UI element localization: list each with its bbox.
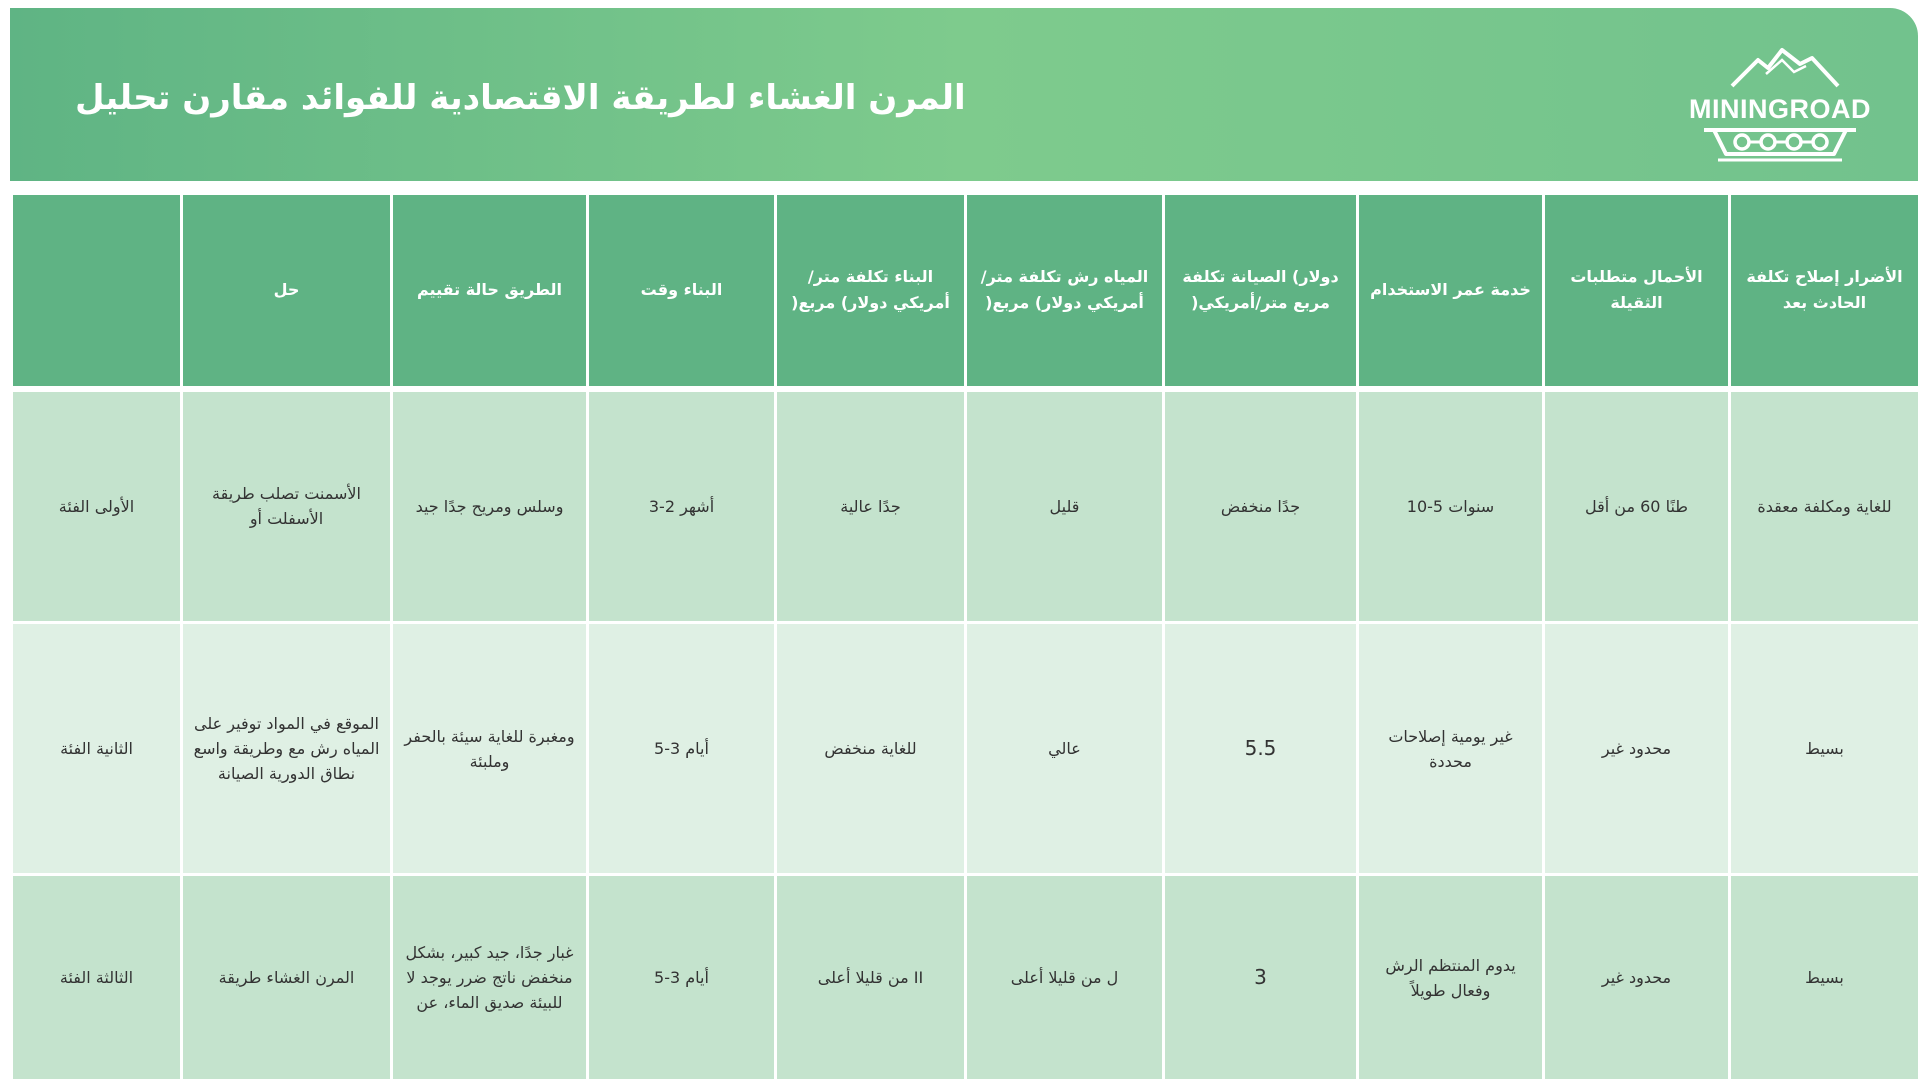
row-category-label: الأولى الفئة [12, 389, 182, 623]
table-cell: وسلس ومريح جدًا جيد [392, 389, 588, 623]
table-cell: أيام 3-5 [588, 623, 776, 875]
table-cell: 3 [1164, 875, 1358, 1079]
table-cell: غبار جدًا، جيد كبير، بشكل منخفض ناتج ضرر يوجد لا للبيئة صديق الماء، عن [392, 875, 588, 1079]
miningroad-logo [1670, 46, 1890, 166]
table-cell: بسيط [1730, 623, 1920, 875]
table-cell: سنوات 5-10 [1358, 389, 1544, 623]
table-cell: جدًا منخفض [1164, 389, 1358, 623]
table-cell: طنًا 60 من أقل [1544, 389, 1730, 623]
table-cell: عالي [966, 623, 1164, 875]
column-header: المياه رش تكلفة متر/أمريكي دولار) مربع( [966, 194, 1164, 389]
table-cell: II من قليلا أعلى [776, 875, 966, 1079]
table-cell: للغاية منخفض [776, 623, 966, 875]
column-header: الطريق حالة تقييم [392, 194, 588, 389]
table-row [12, 389, 1920, 623]
page-title: المرن الغشاء لطريقة الاقتصادية للفوائد مقارن تحليل [75, 78, 966, 118]
row-category-label: الثانية الفئة [12, 623, 182, 875]
table-row [12, 623, 1920, 875]
table-cell: ل من قليلا أعلى [966, 875, 1164, 1079]
table-cell: للغاية ومكلفة معقدة [1730, 389, 1920, 623]
table-row [12, 875, 1920, 1079]
table-cell: أيام 3-5 [588, 875, 776, 1079]
table-cell: غير يومية إصلاحات محددة [1358, 623, 1544, 875]
table-cell: محدود غير [1544, 623, 1730, 875]
column-header: خدمة عمر الاستخدام [1358, 194, 1544, 389]
table-cell: المرن الغشاء طريقة [182, 875, 392, 1079]
table-cell: الأسمنت تصلب طريقة الأسفلت أو [182, 389, 392, 623]
table-cell: قليل [966, 389, 1164, 623]
table-cell: جدًا عالية [776, 389, 966, 623]
table-cell: ومغبرة للغاية سيئة بالحفر وملبئة [392, 623, 588, 875]
comparison-table-wrapper [10, 192, 1918, 1079]
table-cell: بسيط [1730, 875, 1920, 1079]
comparison-table [10, 192, 1920, 1079]
table-cell: يدوم المنتظم الرش وفعال طويلاً [1358, 875, 1544, 1079]
table-cell: الموقع في المواد توفير على المياه رش مع وطريقة واسع نطاق الدورية الصيانة [182, 623, 392, 875]
column-header: دولار) الصيانة تكلفة مربع متر/أمريكي( [1164, 194, 1358, 389]
table-header-row [12, 194, 1920, 389]
table-cell: محدود غير [1544, 875, 1730, 1079]
table-cell: أشهر 2-3 [588, 389, 776, 623]
header-banner [10, 8, 1918, 181]
column-header: البناء وقت [588, 194, 776, 389]
column-header: الأضرار إصلاح تكلفة الحادث بعد [1730, 194, 1920, 389]
column-header: الأحمال متطلبات الثقيلة [1544, 194, 1730, 389]
row-category-label: الثالثة الفئة [12, 875, 182, 1079]
table-cell: 5.5 [1164, 623, 1358, 875]
column-header [12, 194, 182, 389]
column-header: البناء تكلفة متر/أمريكي دولار) مربع( [776, 194, 966, 389]
column-header: حل [182, 194, 392, 389]
logo-text: MININGROAD [1689, 94, 1871, 124]
